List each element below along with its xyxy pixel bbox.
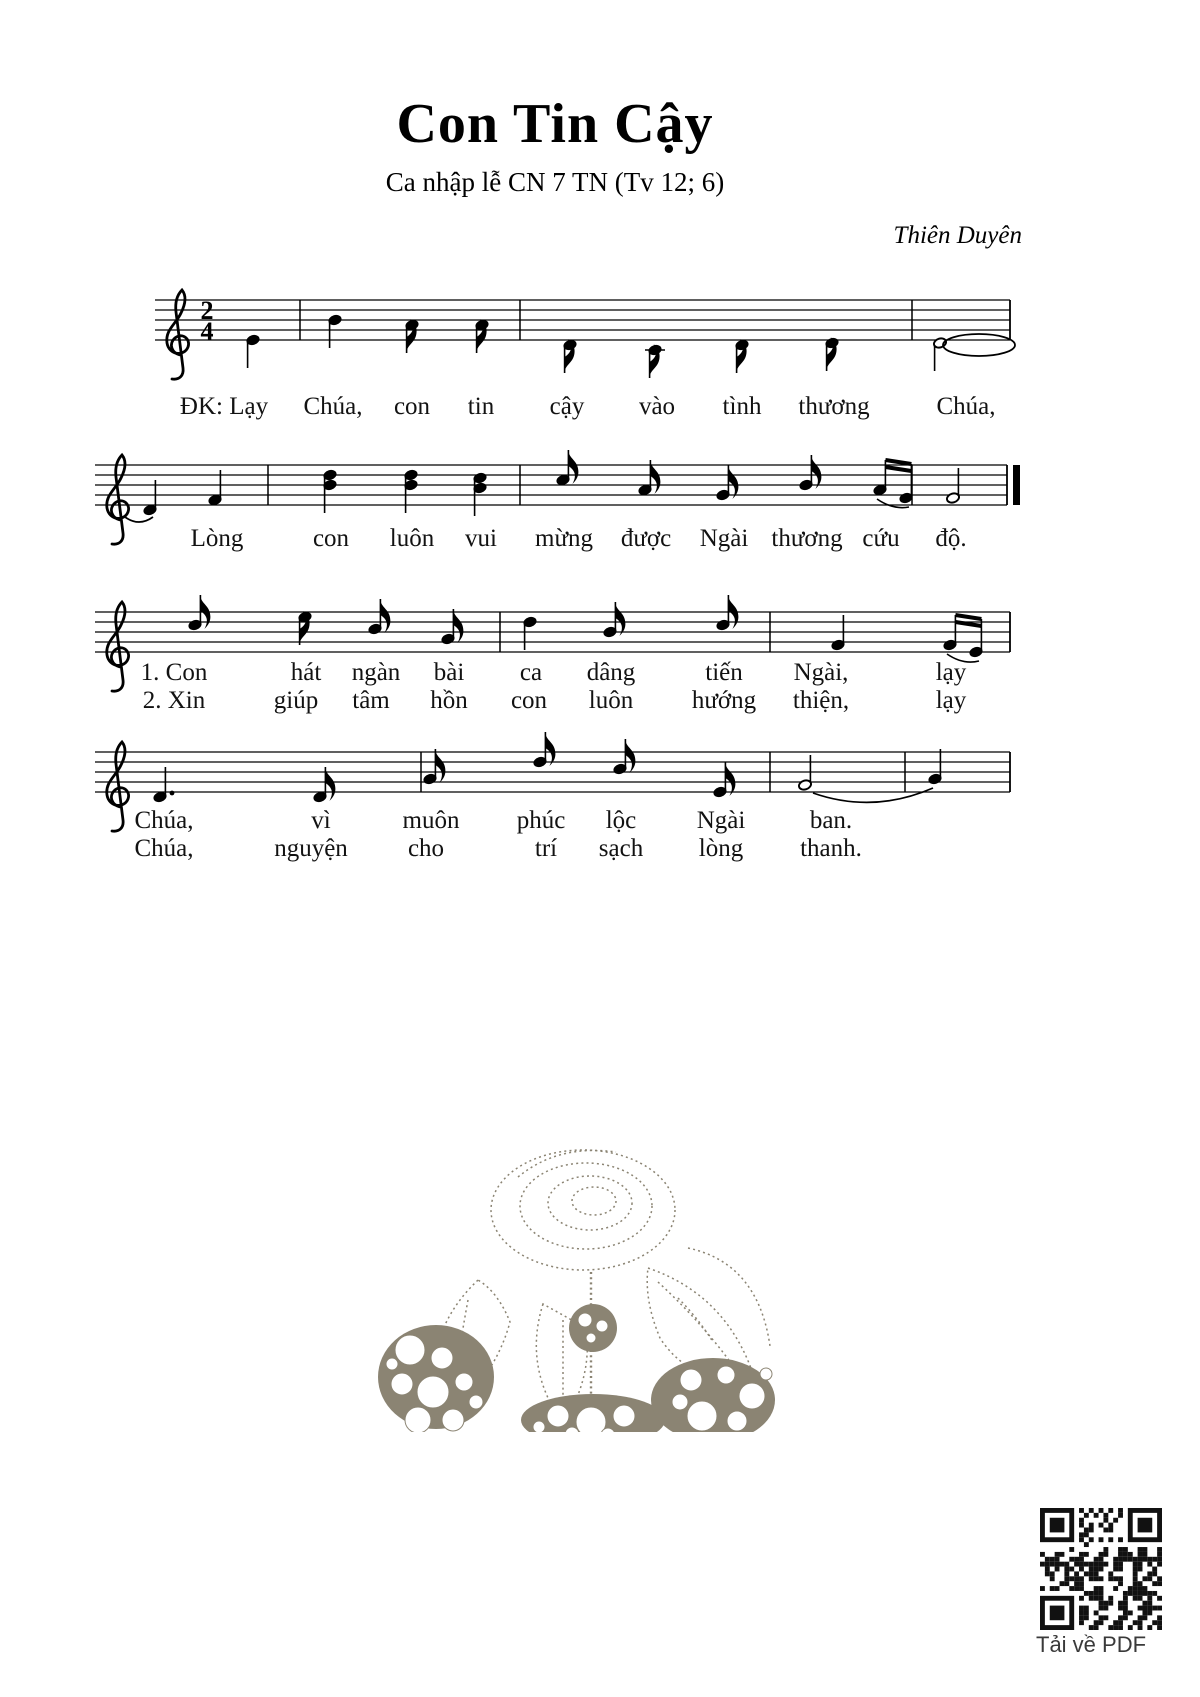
lyric-word: cho	[407, 835, 445, 862]
note-head	[423, 773, 438, 785]
note-head	[563, 339, 578, 351]
eighth-flag	[728, 595, 738, 629]
eighth-flag	[300, 611, 310, 645]
lyric-word: Lòng	[190, 525, 244, 552]
lyric-word: con	[510, 687, 548, 714]
lyric-word: thanh.	[800, 835, 862, 862]
eighth-flag	[811, 455, 821, 489]
lyric-word: vui	[465, 525, 497, 552]
tie	[813, 788, 933, 802]
page-title: Con Tin Cậy	[396, 93, 714, 155]
rose-illustration	[358, 1132, 778, 1432]
lyric-word: thương	[771, 525, 843, 552]
note-head	[143, 504, 158, 516]
tie	[943, 334, 1015, 356]
eighth-flag	[737, 339, 747, 373]
note-head	[404, 469, 419, 481]
note-head	[523, 616, 538, 628]
lyric-word: hồn	[430, 687, 468, 714]
note-head	[831, 639, 846, 651]
note-head	[404, 479, 419, 491]
lyric-word: luôn	[588, 687, 634, 714]
note-head	[799, 479, 814, 491]
lyric-word: Chúa,	[303, 393, 363, 420]
lyric-word: lạy	[935, 687, 967, 714]
lyric-word: giúp	[273, 687, 319, 714]
note-head	[475, 319, 490, 331]
lyric-word: tâm	[352, 687, 390, 714]
lyric-word: hướng	[691, 687, 757, 714]
eighth-flag	[477, 319, 487, 353]
lyric-row	[0, 394, 1200, 424]
tie	[125, 517, 153, 522]
composer-name: Thiên Duyên	[893, 222, 1022, 249]
lyric-word: con	[312, 525, 350, 552]
final-barline	[1013, 465, 1020, 505]
note-head	[716, 489, 731, 501]
note-head	[713, 786, 728, 798]
eighth-flag	[725, 762, 735, 796]
note-head	[368, 623, 383, 635]
lyric-word: lòng	[698, 835, 744, 862]
note-head	[405, 319, 420, 331]
lyric-word: ngàn	[351, 659, 401, 686]
slur	[877, 499, 909, 508]
note-head	[328, 314, 343, 326]
lyric-word: lạy	[935, 659, 967, 686]
note-head	[323, 479, 338, 491]
lyric-word: thiện,	[792, 687, 850, 714]
lyric-word: Ngài,	[793, 659, 849, 686]
lyric-word: cậy	[549, 393, 585, 420]
qr-code[interactable]	[1040, 1508, 1162, 1630]
note-head	[825, 337, 840, 349]
note-head	[716, 619, 731, 631]
note-head	[556, 474, 571, 486]
note-head	[873, 484, 888, 496]
note-head	[638, 484, 653, 496]
note-head	[323, 469, 338, 481]
lyric-word: vì	[311, 807, 331, 834]
lyric-word: muôn	[402, 807, 460, 834]
lyric-row	[0, 660, 1200, 690]
lyric-word: Chúa,	[134, 835, 194, 862]
note-head	[933, 337, 948, 349]
note-head	[943, 639, 958, 651]
lyric-word: nguyện	[274, 835, 348, 862]
note-head	[928, 773, 943, 785]
lyric-word: sạch	[598, 835, 644, 862]
time-signature-bottom: 4	[200, 317, 214, 346]
lyric-row	[0, 526, 1200, 556]
eighth-flag	[650, 344, 660, 378]
eighth-flag	[650, 460, 660, 494]
lyric-word: Ngài	[696, 807, 746, 834]
lyric-word: được	[620, 525, 672, 552]
lyric-word: Chúa,	[134, 807, 194, 834]
staff-system-1	[95, 255, 1022, 405]
eighth-flag	[615, 602, 625, 636]
beam	[885, 460, 911, 464]
lyric-word: tiến	[705, 659, 743, 686]
lyric-word: bài	[433, 659, 465, 686]
lyric-word: luôn	[389, 525, 435, 552]
note-head	[969, 646, 984, 658]
augmentation-dot	[170, 791, 175, 796]
lyric-word: mừng	[535, 525, 593, 552]
lyric-word: con	[393, 393, 431, 420]
note-head	[603, 626, 618, 638]
time-signature-top: 2	[200, 296, 214, 325]
lyric-word: tin	[467, 393, 495, 420]
note-head	[153, 791, 168, 803]
lyric-row	[0, 688, 1200, 718]
eighth-flag	[568, 450, 578, 484]
note-head	[298, 611, 313, 623]
note-head	[648, 344, 663, 356]
treble-clef-icon	[167, 290, 189, 379]
lyric-word: Ngài	[699, 525, 749, 552]
eighth-flag	[453, 609, 463, 643]
note-head	[946, 492, 961, 504]
lyric-row	[0, 808, 1200, 838]
lyric-word: thương	[798, 393, 870, 420]
lyric-word: tình	[722, 393, 762, 420]
beam	[955, 622, 981, 626]
note-head	[441, 633, 456, 645]
lyric-word: ban.	[809, 807, 853, 834]
lyric-word: cứu	[862, 525, 900, 552]
note-head	[798, 779, 813, 791]
lyric-word: phúc	[516, 807, 566, 834]
lyric-word: lộc	[605, 807, 637, 834]
song-subtitle: Ca nhập lễ CN 7 TN (Tv 12; 6)	[385, 167, 725, 197]
lyric-word: độ.	[935, 525, 967, 552]
note-head	[735, 339, 750, 351]
lyric-word: Chúa,	[936, 393, 996, 420]
note-head	[188, 619, 203, 631]
eighth-flag	[728, 465, 738, 499]
note-head	[613, 763, 628, 775]
lyric-word: 1. Con	[140, 659, 208, 686]
beam	[955, 615, 981, 619]
eighth-flag	[200, 595, 210, 629]
eighth-flag	[827, 337, 837, 371]
eighth-flag	[545, 732, 555, 766]
eighth-flag	[565, 339, 575, 373]
rose-petal-outline	[491, 1150, 675, 1270]
lyric-word: vào	[638, 393, 676, 420]
eighth-flag	[435, 749, 445, 783]
lyric-word: dâng	[586, 659, 636, 686]
note-head	[899, 492, 914, 504]
note-head	[208, 494, 223, 506]
lyric-word: trí	[534, 835, 558, 862]
eighth-flag	[380, 599, 390, 633]
note-head	[246, 334, 261, 346]
lyric-word: 2. Xin	[142, 687, 206, 714]
beam	[885, 467, 911, 471]
eighth-flag	[407, 319, 417, 353]
note-head	[473, 482, 488, 494]
note-head	[473, 472, 488, 484]
eighth-flag	[325, 767, 335, 801]
eighth-flag	[625, 739, 635, 773]
lyric-word: ca	[519, 659, 543, 686]
lyric-row	[0, 836, 1200, 866]
note-head	[313, 791, 328, 803]
lyric-word: hát	[290, 659, 322, 686]
lyric-word: ĐK: Lạy	[179, 393, 269, 420]
note-head	[533, 756, 548, 768]
qr-label[interactable]: Tải về PDF	[1036, 1632, 1147, 1657]
